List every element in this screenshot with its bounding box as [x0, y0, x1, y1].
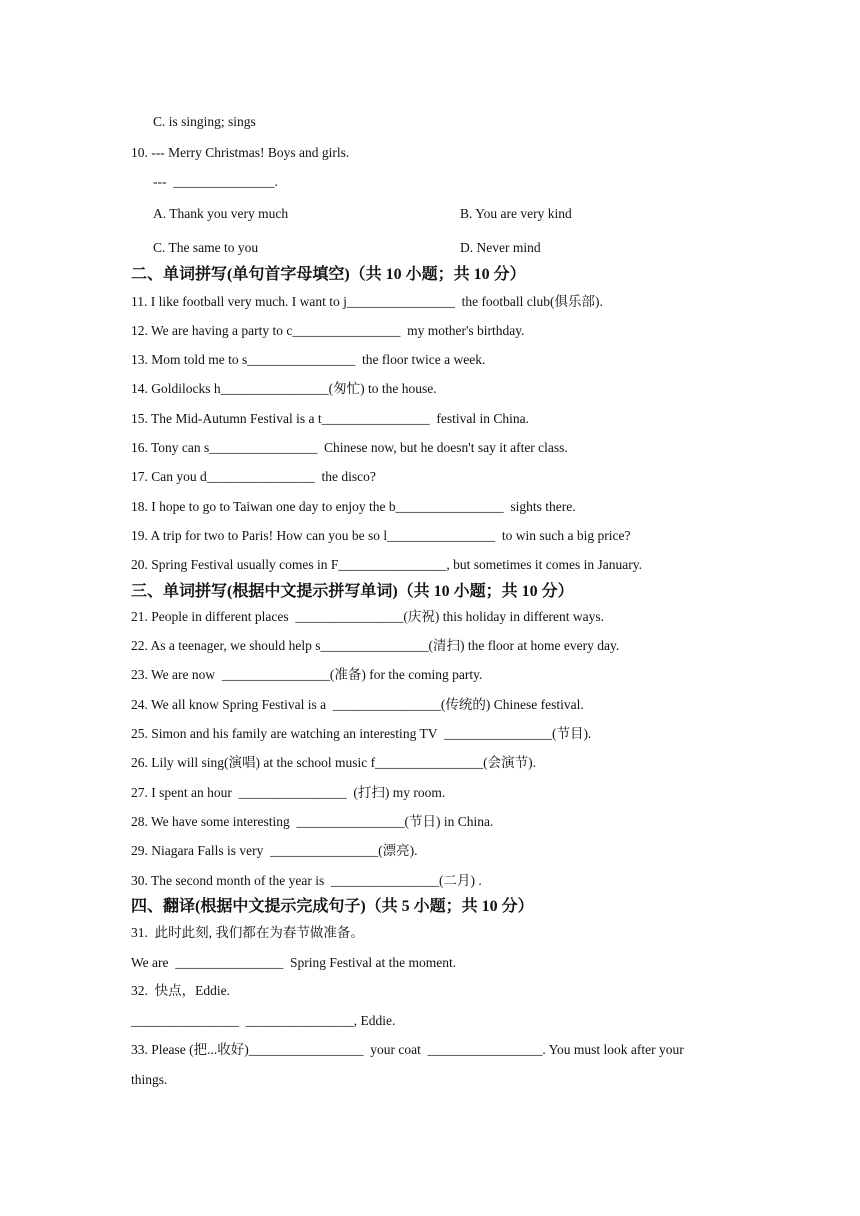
question-22: 22. As a teenager, we should help s________________(清扫) the floor at home every day.	[131, 638, 620, 653]
question-29: 29. Niagara Falls is very ________________(漂亮).	[131, 843, 418, 858]
question-31-english: We are ________________ Spring Festival at the moment.	[131, 955, 457, 970]
question-15: 15. The Mid-Autumn Festival is a t________________ festival in China.	[131, 411, 529, 426]
question-32-english: ________________ ________________, Eddie.	[131, 1013, 396, 1028]
question-19: 19. A trip for two to Paris! How can you be so l________________ to win such a big price?	[131, 528, 631, 543]
question-31-chinese: 31. 此时此刻, 我们都在为春节做准备。	[131, 925, 364, 940]
question-33-continued: things.	[131, 1072, 168, 1087]
question-18: 18. I hope to go to Taiwan one day to enjoy the b________________ sights there.	[131, 499, 576, 514]
question-20: 20. Spring Festival usually comes in F________________, but sometimes it comes in January.	[131, 557, 642, 572]
question-21: 21. People in different places ________________(庆祝) this holiday in different ways.	[131, 609, 605, 624]
q10-option-c: C. The same to you	[153, 240, 259, 255]
q9-option-c: C. is singing; sings	[153, 114, 256, 129]
q10-option-b: B. You are very kind	[460, 206, 572, 221]
q10-prompt: 10. --- Merry Christmas! Boys and girls.	[131, 145, 350, 160]
question-16: 16. Tony can s________________ Chinese now, but he doesn't say it after class.	[131, 440, 568, 455]
q10-response-blank: --- _______________.	[153, 174, 278, 189]
question-12: 12. We are having a party to c________________ my mother's birthday.	[131, 323, 525, 338]
q10-option-d: D. Never mind	[460, 240, 541, 255]
question-26: 26. Lily will sing(演唱) at the school music f________________(会演节).	[131, 755, 536, 770]
q10-option-a: A. Thank you very much	[153, 206, 289, 221]
question-23: 23. We are now ________________(准备) for the coming party.	[131, 667, 483, 682]
question-25: 25. Simon and his family are watching an interesting TV ________________(节目).	[131, 726, 592, 741]
section-3-heading: 三、单词拼写(根据中文提示拼写单词)（共 10 小题；共 10 分）	[131, 583, 574, 600]
section-4-heading: 四、翻译(根据中文提示完成句子)（共 5 小题；共 10 分）	[131, 898, 534, 915]
question-13: 13. Mom told me to s________________ the floor twice a week.	[131, 352, 486, 367]
question-28: 28. We have some interesting ________________(节日) in China.	[131, 814, 494, 829]
question-14: 14. Goldilocks h________________(匆忙) to the house.	[131, 381, 437, 396]
question-17: 17. Can you d________________ the disco?	[131, 469, 376, 484]
section-2-heading: 二、单词拼写(单句首字母填空)（共 10 小题；共 10 分）	[131, 266, 526, 283]
question-30: 30. The second month of the year is ________________(二月) .	[131, 873, 482, 888]
question-27: 27. I spent an hour ________________ (打扫) my room.	[131, 785, 446, 800]
question-33: 33. Please (把...收好)_________________ your coat _________________. You must look after your	[131, 1042, 684, 1057]
question-11: 11. I like football very much. I want to j________________ the football club(俱乐部).	[131, 294, 603, 309]
question-32-chinese: 32. 快点，Eddie.	[131, 983, 230, 998]
question-24: 24. We all know Spring Festival is a ________________(传统的) Chinese festival.	[131, 697, 584, 712]
